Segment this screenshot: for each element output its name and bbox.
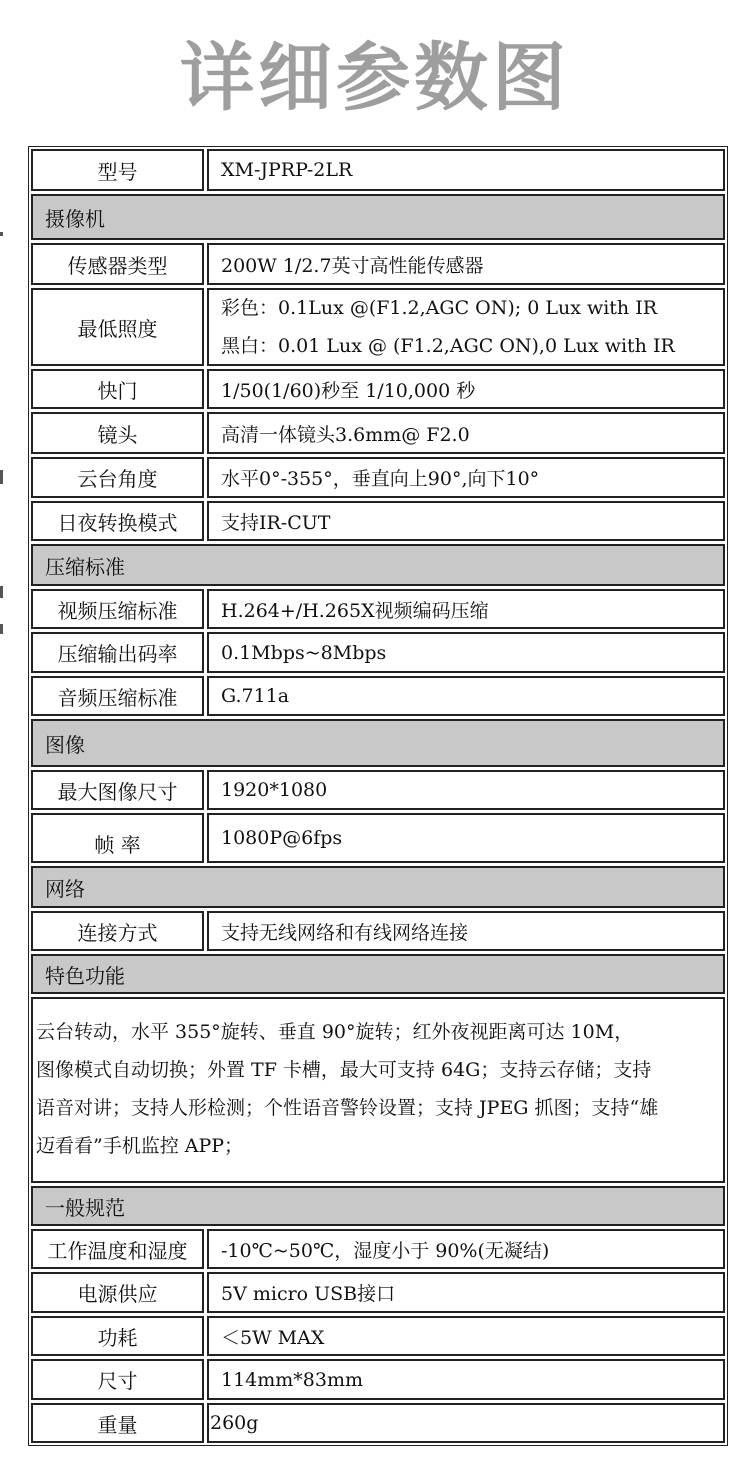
section-features: 特色功能: [31, 954, 725, 994]
row-label: 压缩输出码率: [31, 632, 204, 673]
row-value: 1/50(1/60)秒至 1/10,000 秒: [207, 369, 725, 409]
features-line: 图像模式自动切换；外置 TF 卡槽，最大可支持 64G；支持云存储；支持: [36, 1059, 652, 1081]
row-value: 水平0°-355°，垂直向上90°,向下10°: [207, 457, 725, 498]
row-label: 视频压缩标准: [31, 589, 204, 629]
row-min-illumination: [31, 288, 725, 366]
features-text: [31, 997, 725, 1183]
section-network: 网络: [31, 866, 725, 908]
row-label: 最低照度: [31, 288, 204, 366]
row-environment: [31, 1229, 725, 1269]
row-sensor: [31, 243, 725, 285]
row-value: 0.1Mbps~8Mbps: [207, 632, 725, 673]
row-value: -10℃~50℃，湿度小于 90%(无凝结): [207, 1229, 725, 1269]
row-bitrate: [31, 632, 725, 673]
row-label: 功耗: [31, 1316, 204, 1356]
row-value: 1080P@6fps: [207, 813, 725, 863]
row-value: 114mm*83mm: [207, 1359, 725, 1400]
row-value: 高清一体镜头3.6mm@ F2.0: [207, 412, 725, 454]
row-pan-tilt: [31, 457, 725, 498]
page-title: 详细参数图: [180, 35, 570, 121]
value-line: 黑白：0.01 Lux @ (F1.2,AGC ON),0 Lux with IR: [221, 335, 675, 357]
row-max-resolution: [31, 770, 725, 810]
row-label: 传感器类型: [31, 243, 204, 285]
row-label: 尺寸: [31, 1359, 204, 1400]
row-connection: [31, 911, 725, 951]
row-shutter: [31, 369, 725, 409]
row-label: 云台角度: [31, 457, 204, 498]
row-label: 型号: [31, 149, 204, 191]
features-line: 语音对讲；支持人形检测；个性语音警铃设置；支持 JPEG 抓图；支持“雄: [36, 1097, 659, 1119]
row-power-consumption: [31, 1316, 725, 1356]
section-general: 一般规范: [31, 1186, 725, 1226]
row-size: [31, 1359, 725, 1400]
row-value: 260g: [207, 1403, 725, 1443]
row-power-supply: [31, 1272, 725, 1313]
features-line: 迈看看”手机监控 APP；: [36, 1135, 244, 1157]
row-label: 快门: [31, 369, 204, 409]
row-value: 1920*1080: [207, 770, 725, 810]
row-label: 最大图像尺寸: [31, 770, 204, 810]
row-frame-rate: [31, 813, 725, 863]
row-label: 电源供应: [31, 1272, 204, 1313]
row-label: 帧 率: [31, 813, 204, 863]
row-label: 重量: [31, 1403, 204, 1443]
value-line: 彩色：0.1Lux @(F1.2,AGC ON); 0 Lux with IR: [221, 297, 658, 319]
row-video-compression: [31, 589, 725, 629]
row-label: 日夜转换模式: [31, 501, 204, 541]
row-value: 支持无线网络和有线网络连接: [207, 911, 725, 951]
row-label: 镜头: [31, 412, 204, 454]
row-day-night: [31, 501, 725, 541]
section-image: 图像: [31, 719, 725, 767]
edge-mark: [0, 586, 3, 598]
section-compression: 压缩标准: [31, 544, 725, 586]
edge-mark: [0, 232, 3, 236]
row-value: 支持IR-CUT: [207, 501, 725, 541]
row-value: H.264+/H.265X视频编码压缩: [207, 589, 725, 629]
row-label: 音频压缩标准: [31, 676, 204, 716]
features-line: 云台转动，水平 355°旋转、垂直 90°旋转；红外夜视距离可达 10M，: [36, 1021, 634, 1043]
section-camera: 摄像机: [31, 194, 725, 240]
row-label: 工作温度和湿度: [31, 1229, 204, 1269]
row-audio-compression: [31, 676, 725, 716]
row-label: 连接方式: [31, 911, 204, 951]
row-model: [31, 149, 725, 191]
row-weight: [31, 1403, 725, 1443]
row-value: G.711a: [207, 676, 725, 716]
row-value: 5V micro USB接口: [207, 1272, 725, 1313]
edge-mark: [0, 624, 3, 634]
row-value: ＜5W MAX: [207, 1316, 725, 1356]
row-lens: [31, 412, 725, 454]
edge-mark: [0, 470, 3, 484]
row-value: XM-JPRP-2LR: [207, 149, 725, 191]
row-value: [207, 288, 725, 366]
row-value: 200W 1/2.7英寸高性能传感器: [207, 243, 725, 285]
